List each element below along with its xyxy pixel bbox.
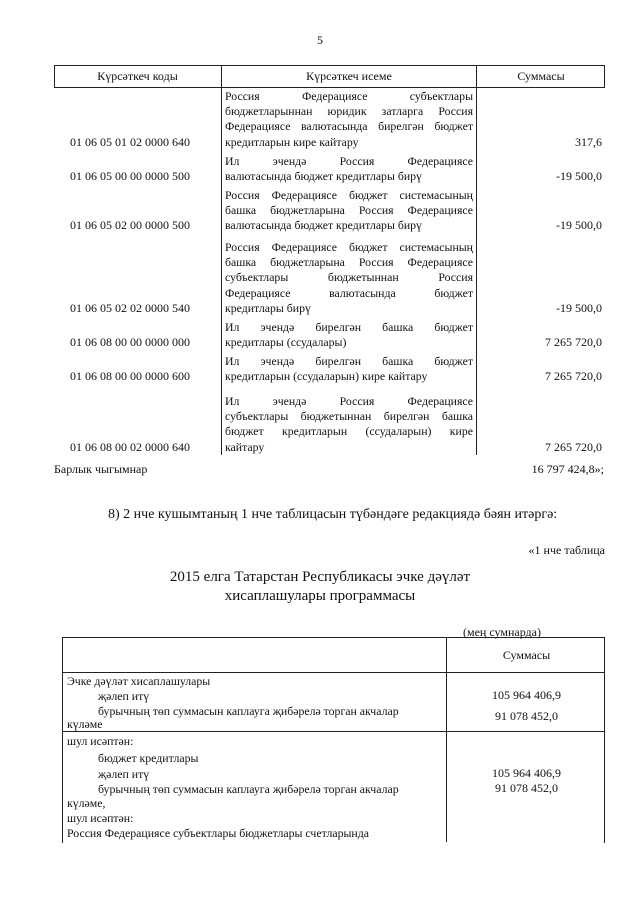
- table1-header-code: Күрсәткеч коды: [97, 69, 178, 83]
- table-reference: «1 нче таблица: [528, 543, 605, 557]
- table1-desc-line: Федерациясе валютасында бюджет: [225, 285, 473, 300]
- table1-desc-line: кредитлары (ссудалары): [225, 335, 347, 350]
- table1-row-desc: [225, 188, 473, 234]
- table1-desc-line: кредитлары бирү: [225, 300, 311, 315]
- table1-desc-line: бюджет кредитларын (ссудаларын) кире: [225, 424, 473, 439]
- table1-row-desc: [225, 320, 473, 350]
- table1-divider-1: [221, 65, 222, 455]
- table1-desc-line: кредитларын (ссудаларын) кире кайтару: [225, 369, 428, 384]
- block1-heading: Эчке дәүләт хисаплашулары: [67, 674, 211, 688]
- table1-desc-line: валютасында бюджет кредитлары бирү: [225, 218, 422, 233]
- table1-desc-line: Ил эчендә бирелгән башка бюджет: [225, 354, 473, 368]
- block2-value-2: 91 078 452,0: [495, 781, 558, 795]
- table1-desc-line: субъектлары бюджетыннан Россия: [225, 270, 473, 285]
- table1-desc-line: кредитларын кире кайтару: [225, 134, 359, 149]
- table1-row-desc: [225, 354, 473, 384]
- table1-row-sum: 317,6: [575, 134, 602, 149]
- page-number: 5: [317, 33, 323, 47]
- table1-row-code: 01 06 08 00 00 0000 600: [70, 369, 190, 384]
- table1-header-name: Күрсәткеч исеме: [306, 69, 392, 83]
- table1-row-desc: [225, 154, 473, 184]
- block1-item2-line1: бурычның төп суммасын каплауга җибәрелә торган акчалар: [98, 704, 399, 718]
- table1-row-code: 01 06 08 00 02 0000 640: [70, 439, 190, 454]
- table2-header-sum: Суммасы: [502, 648, 551, 662]
- table1-row-sum: -19 500,0: [556, 300, 602, 315]
- total-value: 16 797 424,8»;: [531, 462, 604, 476]
- block2-last-line: Россия Федерациясе субъектлары бюджетлары счетларында: [67, 826, 369, 840]
- table1-row-code: 01 06 08 00 00 0000 000: [70, 335, 190, 350]
- table2-divider: [446, 637, 447, 842]
- paragraph-8: 8) 2 нче кушымтаның 1 нче таблицасын түбәндәге редакциядә бәян итәргә:: [108, 507, 558, 522]
- table1-desc-line: башка бюджетларына Россия Федерациясе: [225, 255, 473, 270]
- block1-item1: җәлеп итү: [98, 689, 150, 703]
- table1-row-code: 01 06 05 02 02 0000 540: [70, 300, 190, 315]
- total-label: Барлык чыгымнар: [54, 462, 148, 476]
- block1-value-1: 105 964 406,9: [492, 688, 561, 702]
- block2-item2-line1: бурычның төп суммасын каплауга җибәрелә торган акчалар: [98, 782, 399, 796]
- table1-desc-line: бюджетларыннан юридик затларга Россия: [225, 104, 473, 119]
- block2-heading: шул исәптән:: [67, 734, 134, 748]
- table1-row-sum: 7 265 720,0: [545, 335, 602, 350]
- unit-note: (мең сумнарда): [463, 625, 541, 639]
- title-line-1: 2015 елга Татарстан Республикасы эчке дәүләт: [169, 569, 471, 585]
- table1-row-sum: 7 265 720,0: [545, 439, 602, 454]
- table1-desc-line: Ил эчендә бирелгән башка бюджет: [225, 320, 473, 334]
- table1-desc-line: субъектлары бюджетыннан бирелгән башка: [225, 409, 473, 424]
- table1-row-code: 01 06 05 02 00 0000 500: [70, 218, 190, 233]
- table1-row-desc: [225, 89, 473, 150]
- block2-sub: бюджет кредитлары: [98, 751, 199, 765]
- table1-row-sum: -19 500,0: [556, 218, 602, 233]
- block2-item2-line2: күләме,: [67, 796, 106, 810]
- table1-row-sum: -19 500,0: [556, 169, 602, 184]
- table1-divider-2: [476, 65, 477, 455]
- table1-desc-line: валютасында бюджет кредитлары бирү: [225, 169, 422, 184]
- table1-row-code: 01 06 05 01 02 0000 640: [70, 134, 190, 149]
- block1-value-2: 91 078 452,0: [495, 709, 558, 723]
- table1-desc-line: Ил эчендә Россия Федерациясе: [225, 394, 473, 408]
- table1-row-code: 01 06 05 00 00 0000 500: [70, 169, 190, 184]
- block1-item2-line2: күләме: [67, 717, 103, 731]
- table1-desc-line: кайтару: [225, 439, 265, 454]
- block2-item1: җәлеп итү: [98, 767, 150, 781]
- table1-desc-line: Ил эчендә Россия Федерациясе: [225, 154, 473, 168]
- block2-value-1: 105 964 406,9: [492, 766, 561, 780]
- table1-desc-line: Россия Федерациясе бюджет системасының: [225, 240, 473, 254]
- title-line-2: хисаплашулары программасы: [224, 588, 416, 604]
- block2-heading-2: шул исәптән:: [67, 811, 134, 825]
- table1-desc-line: Россия Федерациясе бюджет системасының: [225, 188, 473, 202]
- table1-desc-line: Россия Федерациясе субъектлары: [225, 89, 473, 103]
- table1-header-sum: Суммасы: [517, 69, 565, 83]
- table1-row-desc: [225, 240, 473, 316]
- table2-left-border: [62, 731, 63, 843]
- table1-row-desc: [225, 394, 473, 455]
- table1-desc-line: Федерациясе валютасында бирелгән бюджет: [225, 119, 473, 134]
- table1-row-sum: 7 265 720,0: [545, 369, 602, 384]
- table1-desc-line: башка бюджетларына Россия Федерациясе: [225, 203, 473, 218]
